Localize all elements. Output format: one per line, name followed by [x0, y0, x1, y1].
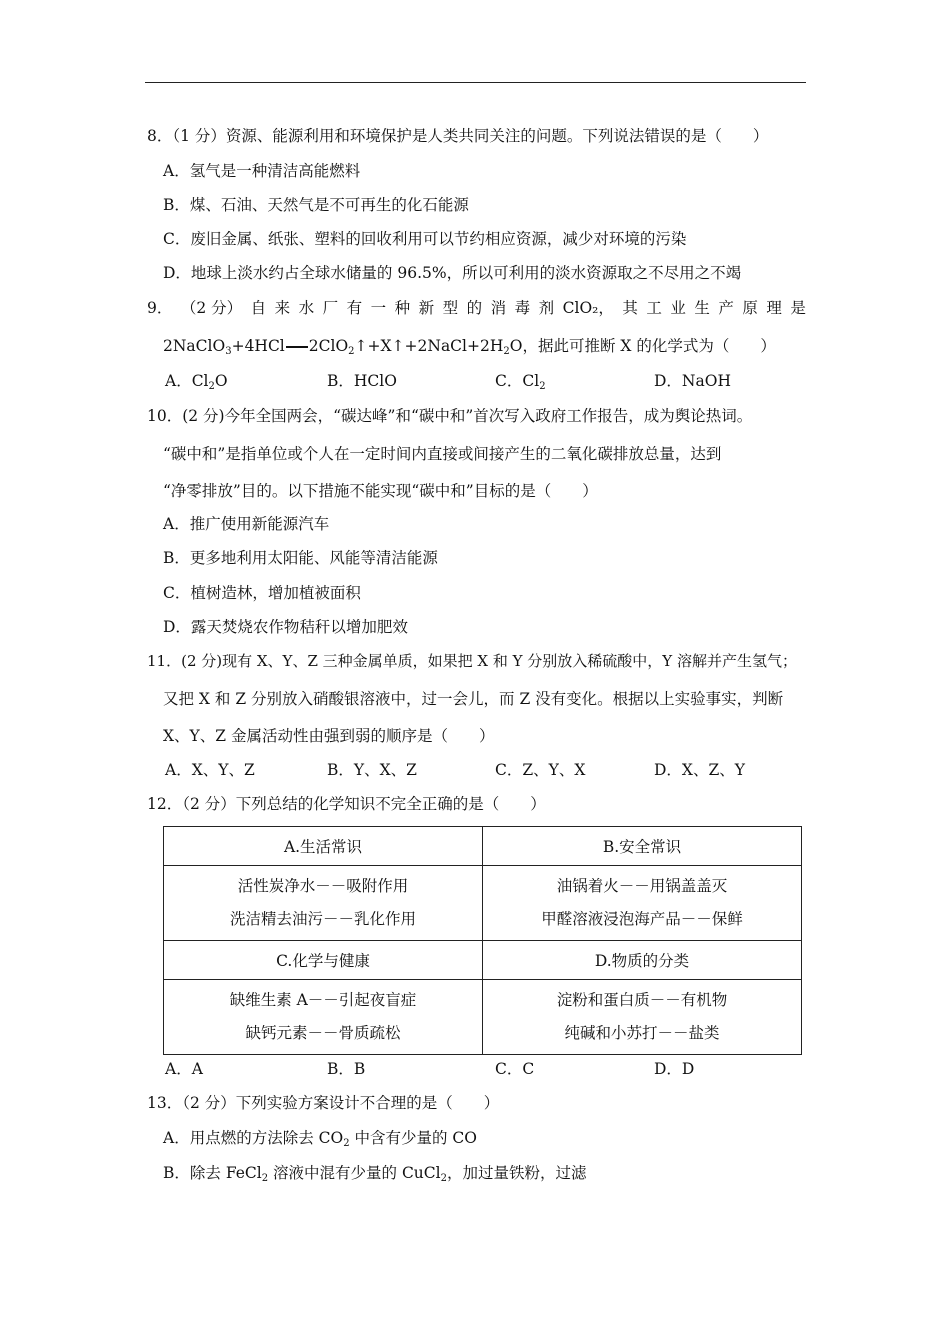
question-11-stem-line-1: 11．(2 分)现有 X、Y、Z 三种金属单质，如果把 X 和 Y 分别放入稀硫酸中，Y 溶解并产生氢气；	[147, 652, 797, 670]
question-11-option-d: D．X、Z、Y	[654, 761, 745, 779]
question-8-option-d: D．地球上淡水约占全球水储量的 96.5%，所以可利用的淡水资源取之不尽用之不竭	[163, 264, 742, 282]
question-12-option-d: D．D	[654, 1060, 695, 1078]
question-11-stem-line-2: 又把 X 和 Z 分别放入硝酸银溶液中，过一会儿，而 Z 没有变化。根据以上实验事实，判断	[163, 690, 784, 708]
table-cell-d: 淀粉和蛋白质－－有机物 纯碱和小苏打－－盐类	[483, 980, 802, 1055]
question-10-option-a: A．推广使用新能源汽车	[163, 515, 330, 533]
question-12-stem: 12．（2 分）下列总结的化学知识不完全正确的是（ ）	[147, 795, 546, 813]
question-11-stem-line-3: X、Y、Z 金属活动性由强到弱的顺序是（ ）	[163, 727, 495, 745]
table-header-d: D.物质的分类	[483, 941, 802, 980]
equals-bar	[286, 346, 308, 348]
question-9-option-c: C．$Cl_2$	[495, 372, 546, 392]
table-cell-b: 油锅着火－－用锅盖盖灭 甲醛溶液浸泡海产品－－保鲜	[483, 866, 802, 941]
question-12-table	[163, 826, 802, 1055]
question-10-stem-line-2: “碳中和”是指单位或个人在一定时间内直接或间接产生的二氧化碳排放总量，达到	[163, 445, 722, 463]
header-rule	[145, 82, 806, 83]
question-10-stem-line-3: “净零排放”目的。以下措施不能实现“碳中和”目标的是（ ）	[163, 482, 598, 500]
question-9-equation: 2NaClO$_3$+4HCl $2ClO_2↑+X↑+2NaCl+2H_2O$，据此可推断 X 的化学式为（ ）	[163, 337, 776, 357]
table-cell-c: 缺维生素 A－－引起夜盲症 缺钙元素－－骨质疏松	[164, 980, 483, 1055]
question-11-option-a: A．X、Y、Z	[165, 761, 255, 779]
question-12-option-c: C．C	[495, 1060, 535, 1078]
question-9-option-d: D．NaOH	[654, 372, 731, 390]
question-8-stem: 8．（1 分）资源、能源利用和环境保护是人类共同关注的问题。下列说法错误的是（ ）	[147, 127, 769, 145]
question-10-option-b: B．更多地利用太阳能、风能等清洁能源	[163, 549, 438, 567]
question-11-option-b: B．Y、X、Z	[327, 761, 417, 779]
question-13-stem: 13．（2 分）下列实验方案设计不合理的是（ ）	[147, 1094, 500, 1112]
question-10-stem-line-1: 10．(2 分)今年全国两会，“碳达峰”和“碳中和”首次写入政府工作报告，成为舆论热词。	[147, 407, 753, 425]
question-12-option-b: B．B	[327, 1060, 366, 1078]
table-header-a: A.生活常识	[164, 827, 483, 866]
question-9-option-a: A．$Cl_2O$	[165, 372, 228, 392]
question-10-option-d: D．露天焚烧农作物秸秆以增加肥效	[163, 618, 408, 636]
question-9-stem: 9． （2 分） 自 来 水 厂 有 一 种 新 型 的 消 毒 剂 ClO₂， 其 工 业 生 产 原 理 是	[147, 299, 806, 317]
question-13-option-b: B．除去 FeCl$_2$ 溶液中混有少量的 CuCl$_2$，加过量铁粉，过滤	[163, 1164, 587, 1184]
table-cell-a: 活性炭净水－－吸附作用 洗洁精去油污－－乳化作用	[164, 866, 483, 941]
question-11-option-c: C．Z、Y、X	[495, 761, 586, 779]
question-8-option-b: B．煤、石油、天然气是不可再生的化石能源	[163, 196, 469, 214]
question-12-option-a: A．A	[165, 1060, 203, 1078]
question-10-option-c: C．植树造林，增加植被面积	[163, 584, 361, 602]
question-8-option-c: C．废旧金属、纸张、塑料的回收利用可以节约相应资源，减少对环境的污染	[163, 230, 687, 248]
question-13-option-a: A．用点燃的方法除去 $CO_2$ 中含有少量的 CO	[163, 1129, 477, 1149]
table-header-c: C.化学与健康	[164, 941, 483, 980]
question-9-option-b: B．HClO	[327, 372, 397, 390]
table-header-b: B.安全常识	[483, 827, 802, 866]
question-8-option-a: A．氢气是一种清洁高能燃料	[163, 162, 361, 180]
